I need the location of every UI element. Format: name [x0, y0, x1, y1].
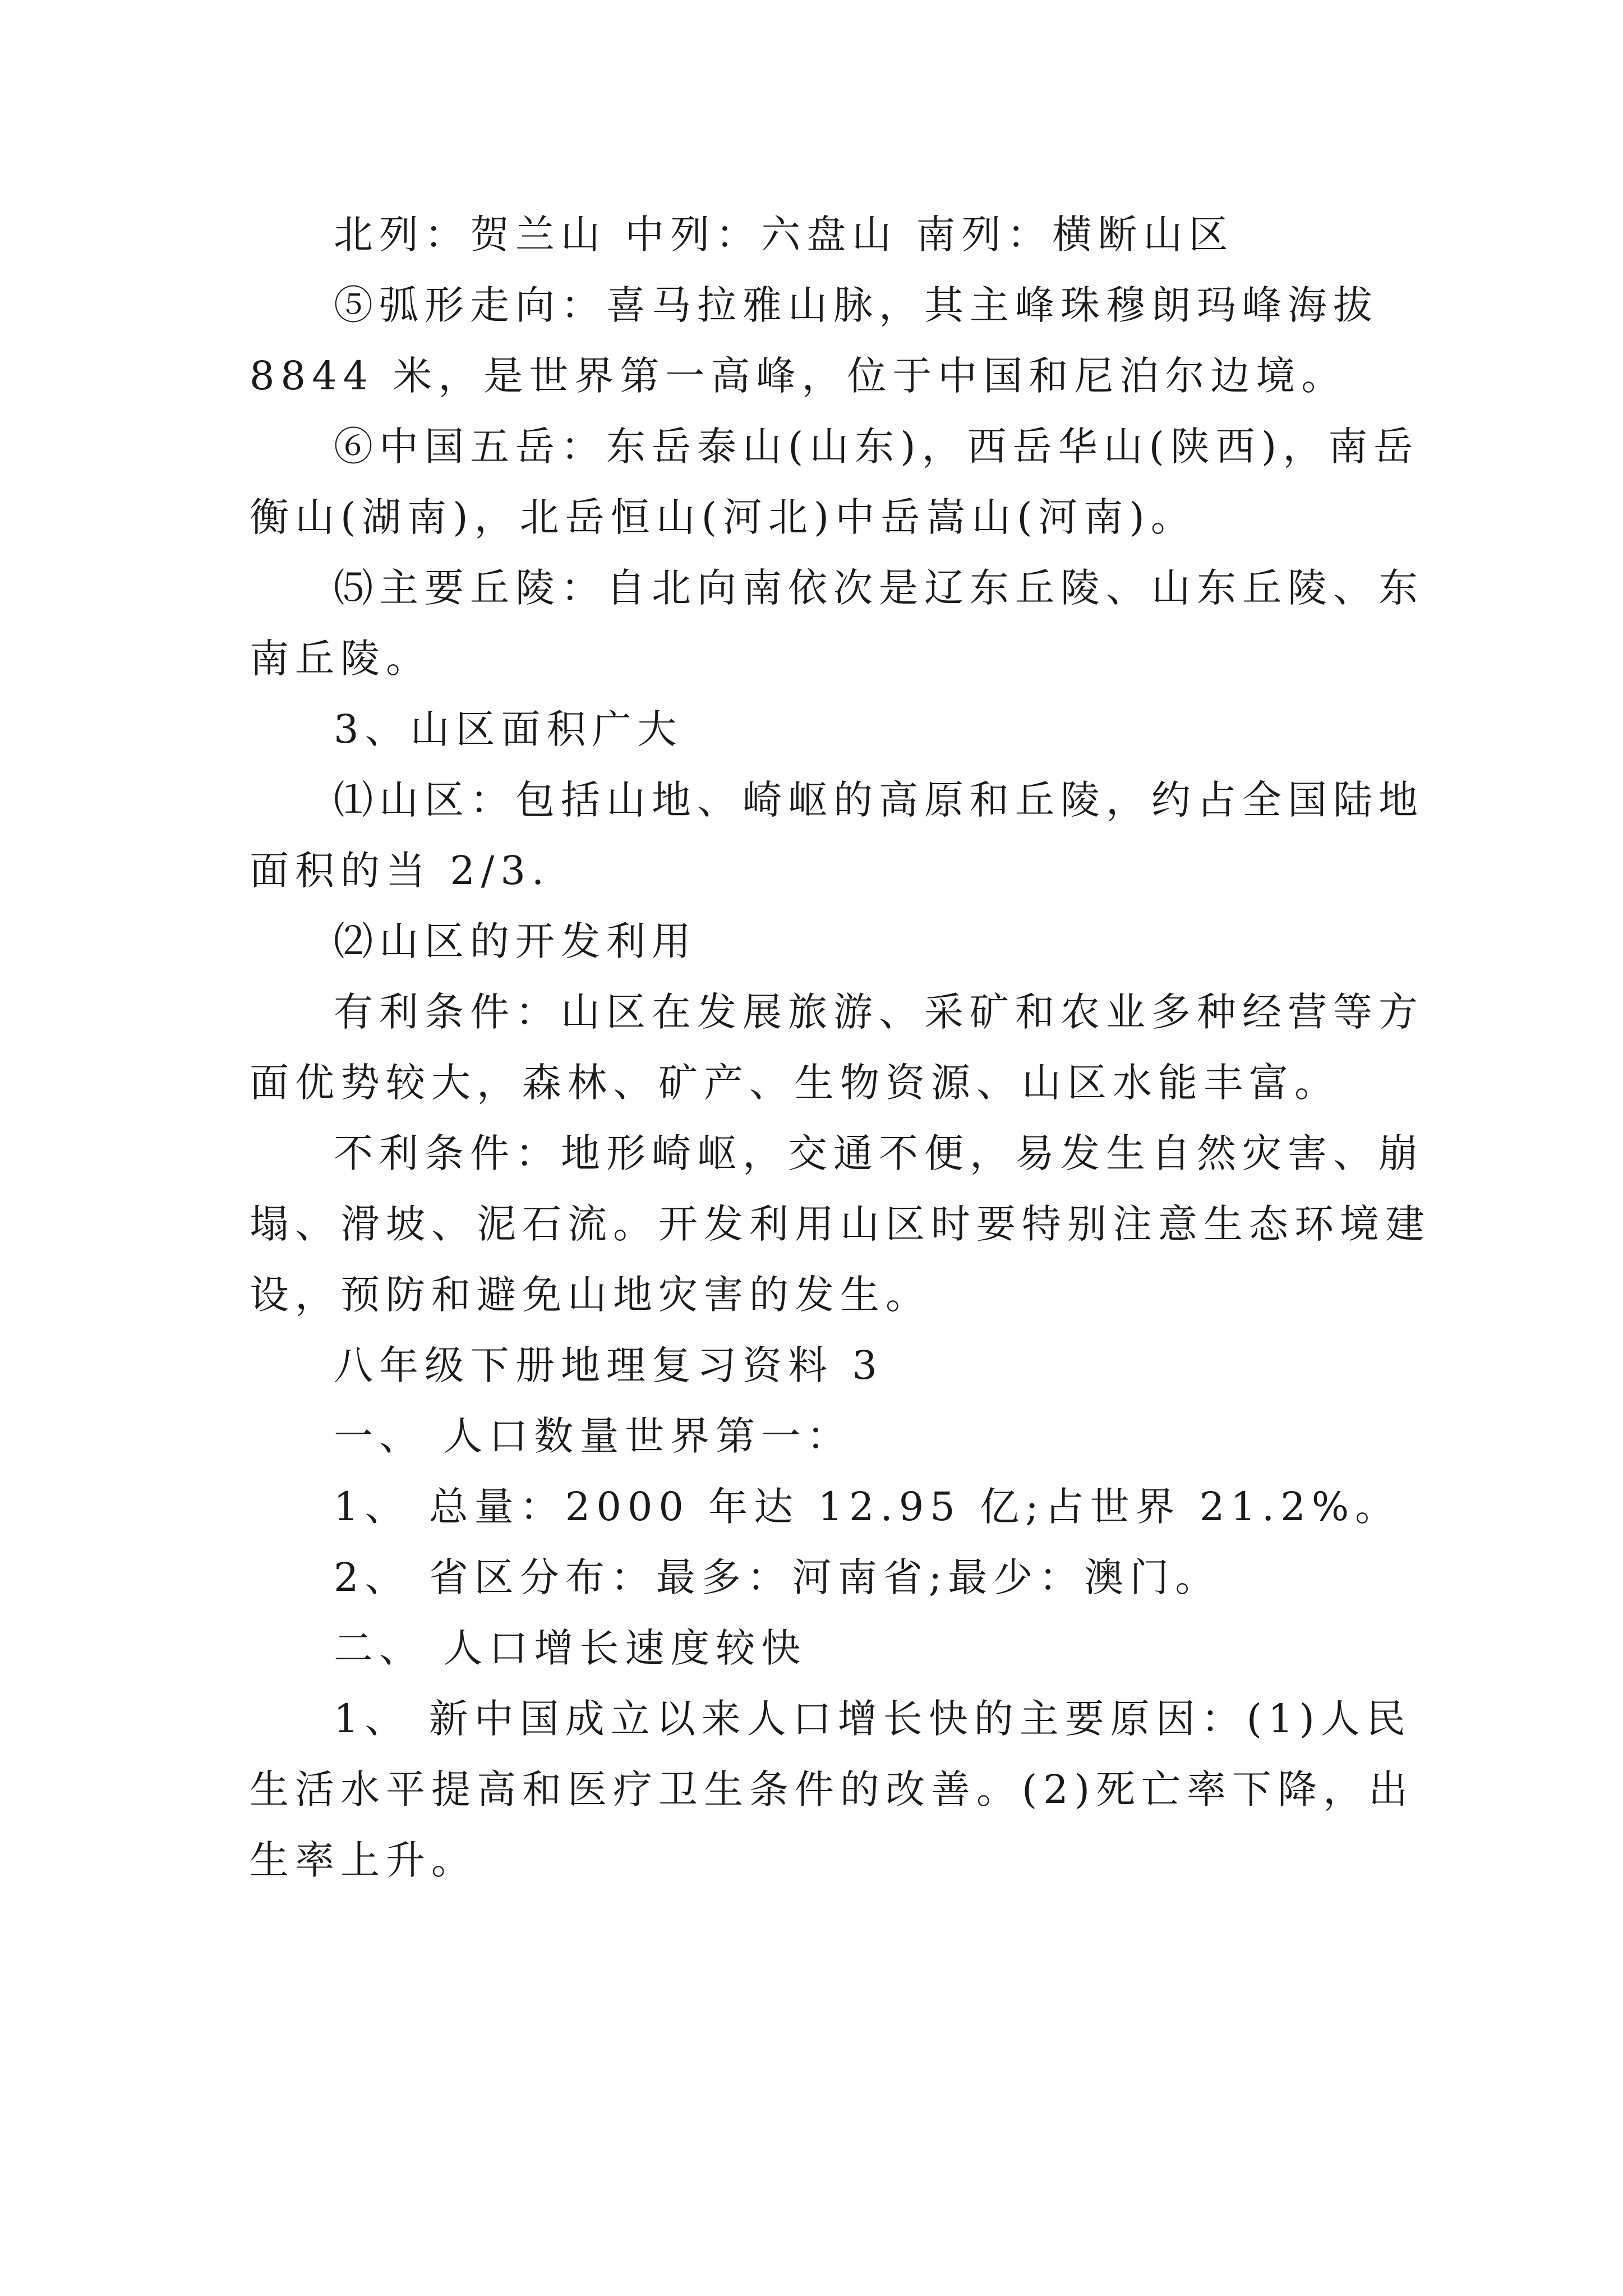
text-line: 一、 人口数量世界第一：: [334, 1413, 852, 1459]
text-line: 设，预防和避免山地灾害的发生。: [250, 1272, 931, 1318]
text-line: 1、 总量：2000 年达 12.95 亿;占世界 21.2%。: [334, 1484, 1401, 1530]
text-line: ⑥中国五岳：东岳泰山(山东)，西岳华山(陕西)，南岳: [334, 424, 1419, 470]
text-line: 3、山区面积广大: [334, 706, 683, 752]
text-line: 南丘陵。: [250, 636, 431, 682]
text-line: ⑴山区：包括山地、崎岖的高原和丘陵，约占全国陆地: [334, 777, 1424, 823]
item-total-population: [250, 1471, 1401, 1542]
text-line: 不利条件：地形崎岖，交通不便，易发生自然灾害、崩: [334, 1130, 1424, 1176]
text-line: 2、 省区分布：最多：河南省;最少：澳门。: [334, 1554, 1221, 1600]
item-growth-reasons: [250, 1683, 1414, 1895]
section-title-review-material-3: [250, 1330, 1368, 1401]
text-line: 有利条件：山区在发展旅游、采矿和农业多种经营等方: [334, 989, 1424, 1035]
paragraph-main-hills: [250, 553, 1424, 694]
text-line: 面优势较大，森林、矿产、生物资源、山区水能丰富。: [250, 1060, 1340, 1106]
text-line: ⑸主要丘陵：自北向南依次是辽东丘陵、山东丘陵、东: [334, 565, 1424, 611]
text-line: ⑤弧形走向：喜马拉雅山脉，其主峰珠穆朗玛峰海拔: [334, 282, 1378, 328]
text-line: 塌、滑坡、泥石流。开发利用山区时要特别注意生态环境建: [250, 1201, 1431, 1247]
text-line: 二、 人口增长速度较快: [334, 1625, 807, 1671]
text-line: 8844 米，是世界第一高峰，位于中国和尼泊尔边境。: [250, 353, 1347, 399]
text-line: 1、 新中国成立以来人口增长快的主要原因：(1)人民: [334, 1696, 1412, 1742]
paragraph-arc-direction: [250, 270, 1378, 411]
text-line: 生活水平提高和医疗卫生条件的改善。(2)死亡率下降，出: [250, 1766, 1414, 1812]
paragraph-unfavorable-conditions: [250, 1118, 1431, 1330]
text-line: 八年级下册地理复习资料 3: [334, 1342, 883, 1388]
item-province-distribution: [250, 1542, 1368, 1613]
heading-population-growth: [250, 1613, 1368, 1683]
paragraph-north-central-south-ranges: [250, 199, 1368, 270]
heading-population-first: [250, 1401, 1368, 1471]
text-line: 面积的当 2/3.: [250, 848, 551, 894]
text-line: 生率上升。: [250, 1837, 477, 1883]
heading-mountain-area: [250, 694, 1368, 765]
text-line: 衡山(湖南)，北岳恒山(河北)中岳嵩山(河南)。: [250, 494, 1196, 540]
paragraph-five-mountains: [250, 411, 1419, 553]
heading-mountain-development: [250, 906, 1368, 977]
paragraph-favorable-conditions: [250, 977, 1424, 1118]
text-line: ⑵山区的开发利用: [334, 918, 697, 964]
paragraph-mountain-area-definition: [250, 765, 1424, 906]
text-line: 北列：贺兰山 中列：六盘山 南列：横断山区: [334, 211, 1234, 257]
